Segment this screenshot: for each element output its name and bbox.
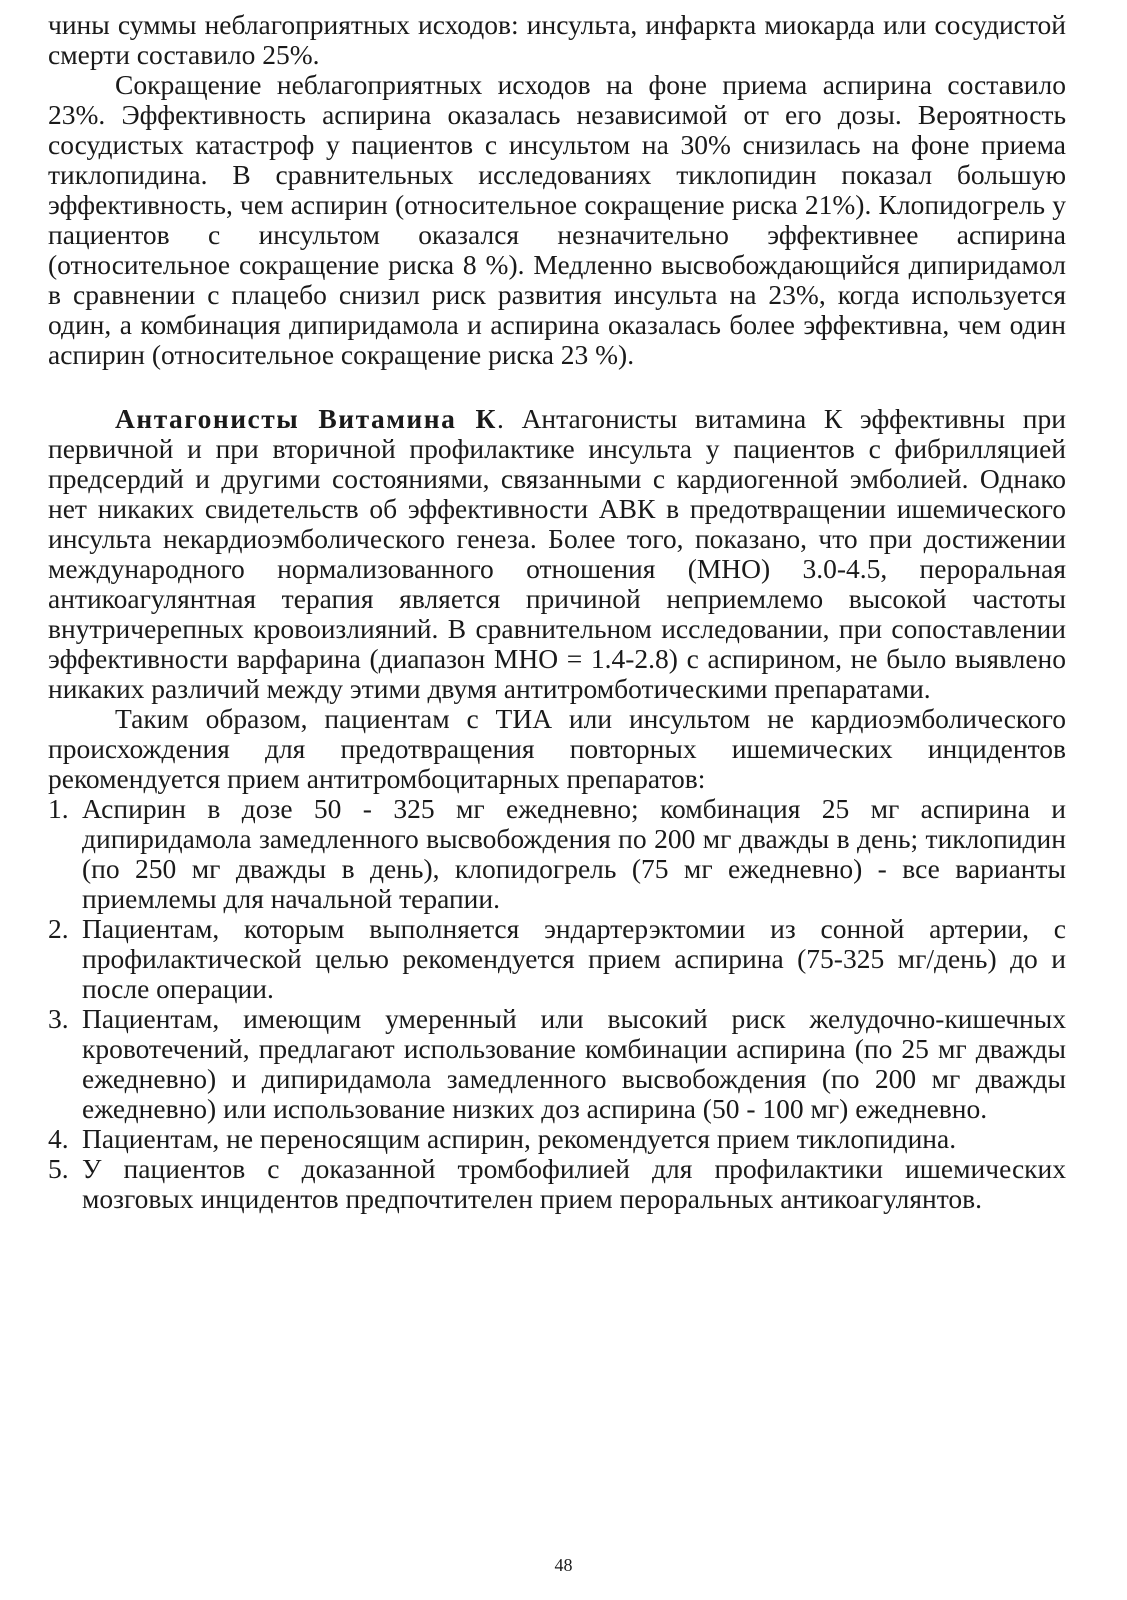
list-item-number: 2. xyxy=(48,913,69,944)
page-body xyxy=(48,10,1066,1214)
list-item-text: Пациентам, имеющим умеренный или высокий риск желудочно-кишечных кровотечений, предлагают использование комбинации аспирина (по 25 мг дважды ежедневно) и дипиридамола замедленного высвобождения (по 200 мг дважды ежедневно) или использование низких доз аспирина (50 - 100 мг) ежедневно. xyxy=(82,1003,1066,1124)
list-item-number: 1. xyxy=(48,793,69,824)
list-item-number: 3. xyxy=(48,1003,69,1034)
section-heading-vitamin-k-antagonists: Антагонисты Витамина К xyxy=(115,403,497,434)
list-item xyxy=(48,794,1066,914)
list-item xyxy=(48,914,1066,1004)
page-number: 48 xyxy=(554,1555,573,1575)
list-item xyxy=(48,1004,1066,1124)
paragraph-continuation: чины суммы неблагоприятных исходов: инсульта, инфаркта миокарда или сосудистой смерти составило 25%. xyxy=(48,9,1066,70)
list-item-text: Пациентам, которым выполняется эндартерэктомии из сонной артерии, с профилактической целью рекомендуется прием аспирина (75-325 мг/день) до и после операции. xyxy=(82,913,1066,1004)
list-item xyxy=(48,1124,1066,1154)
list-item-text: Пациентам, не переносящим аспирин, рекомендуется прием тиклопидина. xyxy=(82,1123,957,1154)
list-item-number: 4. xyxy=(48,1123,69,1154)
list-item xyxy=(48,1154,1066,1214)
list-item-text: Аспирин в дозе 50 - 325 мг ежедневно; комбинация 25 мг аспирина и дипиридамола замедленного высвобождения по 200 мг дважды в день; тиклопидин (по 250 мг дважды в день), клопидогрель (75 мг ежедневно) - все варианты приемлемы для начальной терапии. xyxy=(82,793,1066,914)
paragraph-vitamin-k-body: . Антагонисты витамина К эффективны при первичной и при вторичной профилактике инсульта у пациентов с фибрилляцией предсердий и другими состояниями, связанными с кардиогенной эмболией. Однако нет никаких свидетельств об эффективности АВК в предотвращении ишемического инсульта некардиоэмболического генеза. Более того, показано, что при достижении международного нормализованного отношения (МНО) 3.0-4.5, пероральная антикоагулянтная терапия является причиной неприемлемо высокой частоты внутричерепных кровоизлияний. В сравнительном исследовании, при сопоставлении эффективности варфарина (диапазон МНО = 1.4-2.8) с аспирином, не было выявлено никаких различий между этими двумя антитромботическими препаратами. xyxy=(48,403,1066,704)
recommendations-list xyxy=(48,794,1066,1214)
list-item-text: У пациентов с доказанной тромбофилией для профилактики ишемических мозговых инцидентов предпочтителен прием пероральных антикоагулянтов. xyxy=(82,1153,1066,1214)
paragraph-conclusion: Таким образом, пациентам с ТИА или инсультом не кардиоэмболического происхождения для предотвращения повторных ишемических инцидентов рекомендуется прием антитромбоцитарных препаратов: xyxy=(48,703,1066,794)
list-item-number: 5. xyxy=(48,1153,69,1184)
paragraph-aspirin-efficacy: Сокращение неблагоприятных исходов на фоне приема аспирина составило 23%. Эффективность аспирина оказалась независимой от его дозы. Вероятность сосудистых катастроф у пациентов с инсультом на 30% снизилась на фоне приема тиклопидина. В сравнительных исследованиях тиклопидин показал большую эффективность, чем аспирин (относительное сокращение риска 21%). Клопидогрель у пациентов с инсультом оказался незначительно эффективнее аспирина (относительное сокращение риска 8 %). Медленно высвобождающийся дипиридамол в сравнении с плацебо снизил риск развития инсульта на 23%, когда используется один, а комбинация дипиридамола и аспирина оказалась более эффективна, чем один аспирин (относительное сокращение риска 23 %). xyxy=(48,69,1066,370)
paragraph-vitamin-k xyxy=(48,404,1066,704)
paragraph-gap xyxy=(48,370,1066,404)
